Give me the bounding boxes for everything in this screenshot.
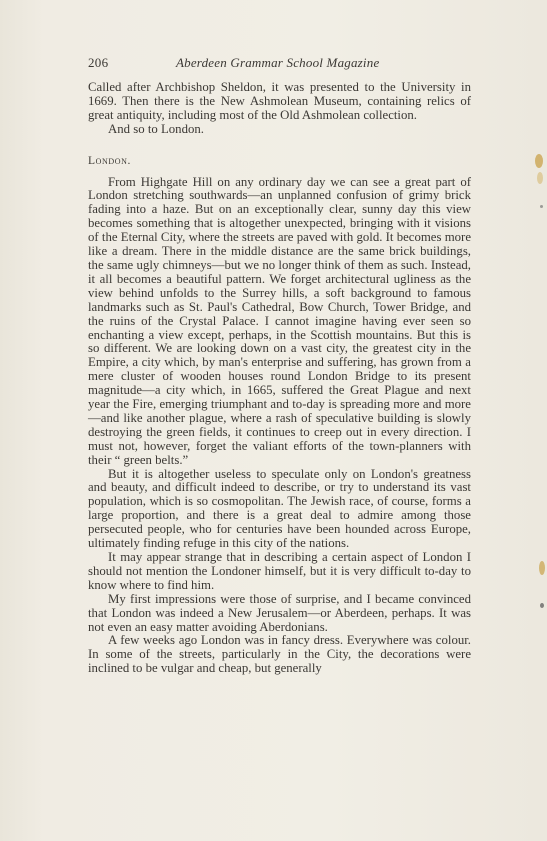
article-body (88, 81, 471, 676)
paper-stain (539, 561, 545, 575)
page-number: 206 (88, 55, 109, 70)
paragraph: But it is altogether useless to speculate only on London's greatness and beauty, and difficult indeed to describe, or try to understand its vast population, which is so cosmopolitan. The Jewish race, of course, forms a large proportion, and there is a great deal to admire among those persecuted people, who for centuries have been hounded across Europe, ultimately finding refuge in this city of the nations. (88, 466, 471, 551)
section-heading: London. (88, 154, 131, 167)
paragraph: A few weeks ago London was in fancy dress. Everywhere was colour. In some of the streets, particularly in the City, the decorations were inclined to be vulgar and cheap, but generally (88, 633, 471, 676)
paper-stain (535, 154, 543, 168)
paper-speck (540, 603, 544, 608)
paragraph: Called after Archbishop Sheldon, it was presented to the University in 1669. Then there is the New Ashmolean Museum, containing relics of great antiquity, including most of the Old Ashmolean collection. (88, 80, 471, 122)
running-header (88, 55, 473, 73)
paragraph: My first impressions were those of surprise, and I became convinced that London was indeed a New Jerusalem—or Aberdeen, perhaps. It was not even an easy matter avoiding Aberdonians. (88, 591, 471, 634)
paragraph: And so to London. (108, 121, 204, 136)
paper-stain (537, 172, 543, 184)
paper-speck (540, 205, 543, 208)
paragraph: It may appear strange that in describing a certain aspect of London I should not mention the Londoner himself, but it is very difficult to-day to know where to find him. (88, 550, 471, 592)
paragraph: From Highgate Hill on any ordinary day we can see a great part of London stretching southwards—an unplanned confusion of grimy brick fading into a haze. But on an exceptionally clear, sunny day this view becomes something that is altogether unexpected, bringing with it visions of the Eternal City, where the streets are paved with gold. It becomes more like a dream. There in the middle distance are the same brick buildings, the same ugly chimneys—but we no longer think of them as such. Instead, it all becomes a beautiful pattern. We forget architectural ugliness as the view behind unfolds to the Surrey hills, a soft background to famous landmarks such as St. Paul's Cathedral, Bow Church, Tower Bridge, and the ruins of the Crystal Palace. I cannot imagine having ever seen so enchanting a view except, perhaps, in the Scottish mountains. But this is so different. We are looking down on a vast city, the greatest city in the Empire, a city which, by man's enterprise and suffering, has grown from a mere cluster of wooden houses round London Bridge to its present magnitude—a city which, in 1665, suffered the Great Plague and next year the Fire, emerging triumphant and to-day is spreading more and more—and like another plague, where a rash of speculative building is slowly destroying the green fields, it continues to creep out in every direction. I must not, however, forget the valiant efforts of the town-planners with their “ green belts.” (88, 174, 471, 467)
journal-title: Aberdeen Grammar School Magazine (176, 55, 380, 70)
